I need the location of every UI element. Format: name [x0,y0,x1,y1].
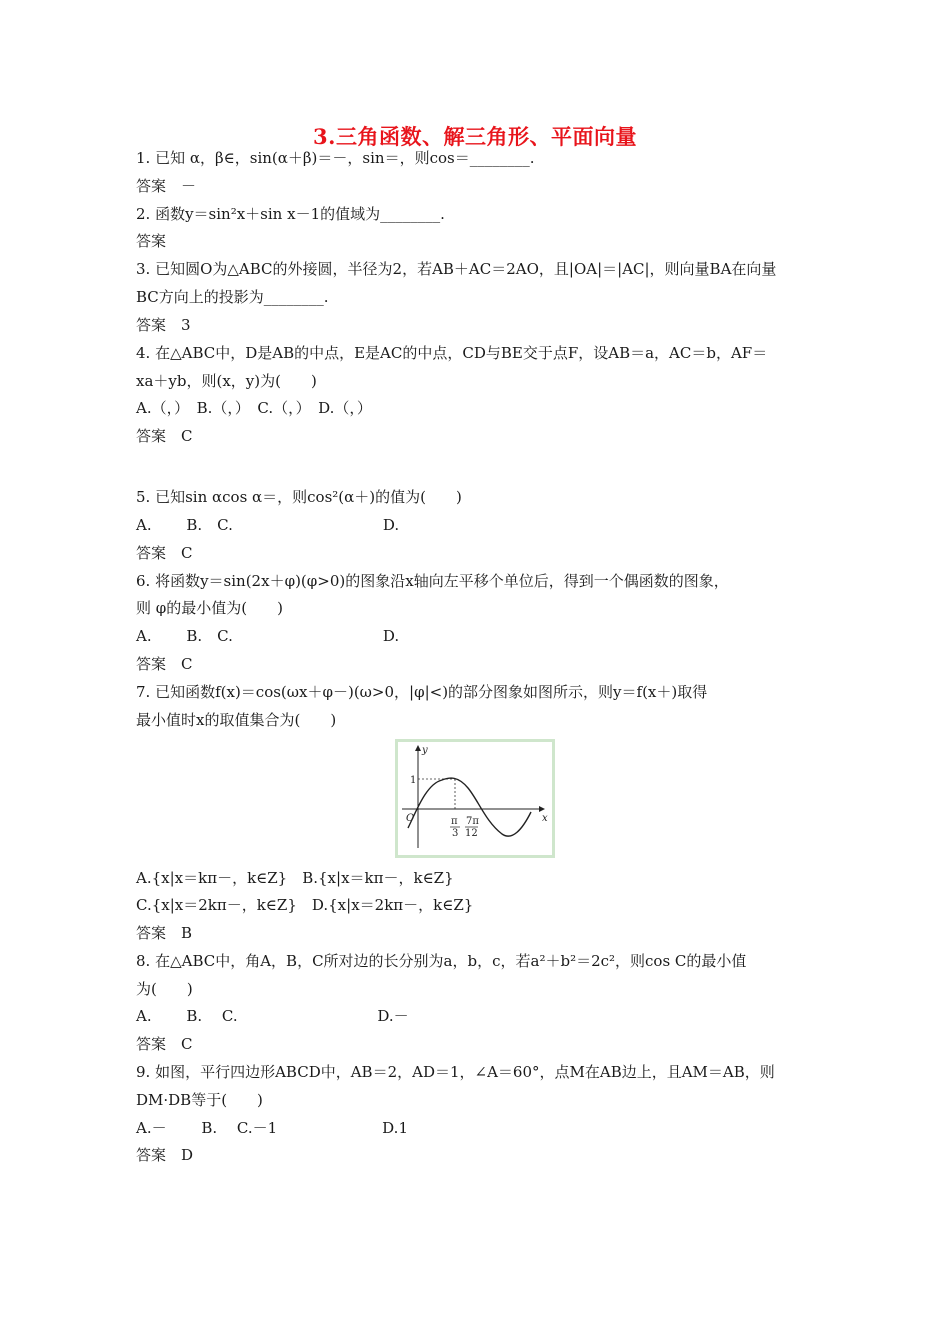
q5-line: 5. 已知sin αcos α＝，则cos²(α＋)的值为( ) [136,488,462,506]
q7-line-2: 最小值时x的取值集合为( ) [136,711,337,729]
q7-function-graph [395,739,555,858]
q1-answer: 答案 － [136,177,197,195]
q9-options: A.－ B. C.－1 D.1 [136,1119,408,1137]
origin-label: O [406,813,415,824]
q3-answer: 答案 3 [136,316,191,334]
q8-line-2: 为( ) [136,980,193,998]
q1-line: 1. 已知 α，β∈，sin(α＋β)＝－，sin＝，则cos＝________. [136,149,535,167]
q8-line-1: 8. 在△ABC中，角A，B，C所对边的长分别为a，b，c，若a²＋b²＝2c²，则cos C的最小值 [136,952,747,970]
q9-line-1: 9. 如图，平行四边形ABCD中，AB＝2，AD＝1，∠A＝60°，点M在AB边上，且AM＝AB，则 [136,1063,775,1081]
q8-answer: 答案 C [136,1035,193,1053]
q2-answer: 答案 [136,232,167,250]
q3-line-2: BC方向上的投影为________. [136,288,329,306]
q6-line-1: 6. 将函数y＝sin(2x＋φ)(φ>0)的图象沿x轴向左平移个单位后，得到一个偶函数的图象， [136,572,729,590]
q7-options-cd: C.{x|x＝2kπ－，k∈Z} D.{x|x＝2kπ－，k∈Z} [136,896,474,914]
q7-line-1: 7. 已知函数f(x)＝cos(ωx＋φ－)(ω>0，|φ|<)的部分图象如图所示，则y＝f(x＋)取得 [136,683,708,701]
q3-line-1: 3. 已知圆O为△ABC的外接圆，半径为2，若AB＋AC＝2AO，且|OA|＝|AC|，则向量BA在向量 [136,260,777,278]
y-one-label: 1 [410,775,417,786]
q6-options: A. B. C. D. [136,627,400,645]
q4-line-2: xa＋yb，则(x，y)为( ) [136,372,317,390]
tick-7pi-12-den: 12 [465,828,478,839]
q6-answer: 答案 C [136,655,193,673]
q7-answer: 答案 B [136,924,193,942]
x-axis-label: x [542,813,548,824]
q7-options-ab: A.{x|x＝kπ－，k∈Z} B.{x|x＝kπ－，k∈Z} [136,869,454,887]
q9-line-2: DM·DB等于( ) [136,1091,263,1109]
y-axis-label: y [422,745,428,756]
q4-line-1: 4. 在△ABC中，D是AB的中点，E是AC的中点，CD与BE交于点F，设AB＝a，AC＝b，AF＝ [136,344,768,362]
q2-line: 2. 函数y＝sin²x＋sin x－1的值域为________. [136,205,445,223]
q4-options: A.（，） B.（，） C.（，） D.（，） [136,399,372,417]
tick-7pi-12-num: 7π [466,816,479,827]
q4-answer: 答案 C [136,427,193,445]
q5-options: A. B. C. D. [136,516,400,534]
q9-answer: 答案 D [136,1146,194,1164]
q6-line-2: 则 φ的最小值为( ) [136,599,283,617]
q5-answer: 答案 C [136,544,193,562]
tick-pi-3-num: π [451,816,458,827]
page-title: 3.三角函数、解三角形、平面向量 [313,124,637,149]
tick-pi-3-den: 3 [452,828,459,839]
q8-options: A. B. C. D.－ [136,1007,409,1025]
